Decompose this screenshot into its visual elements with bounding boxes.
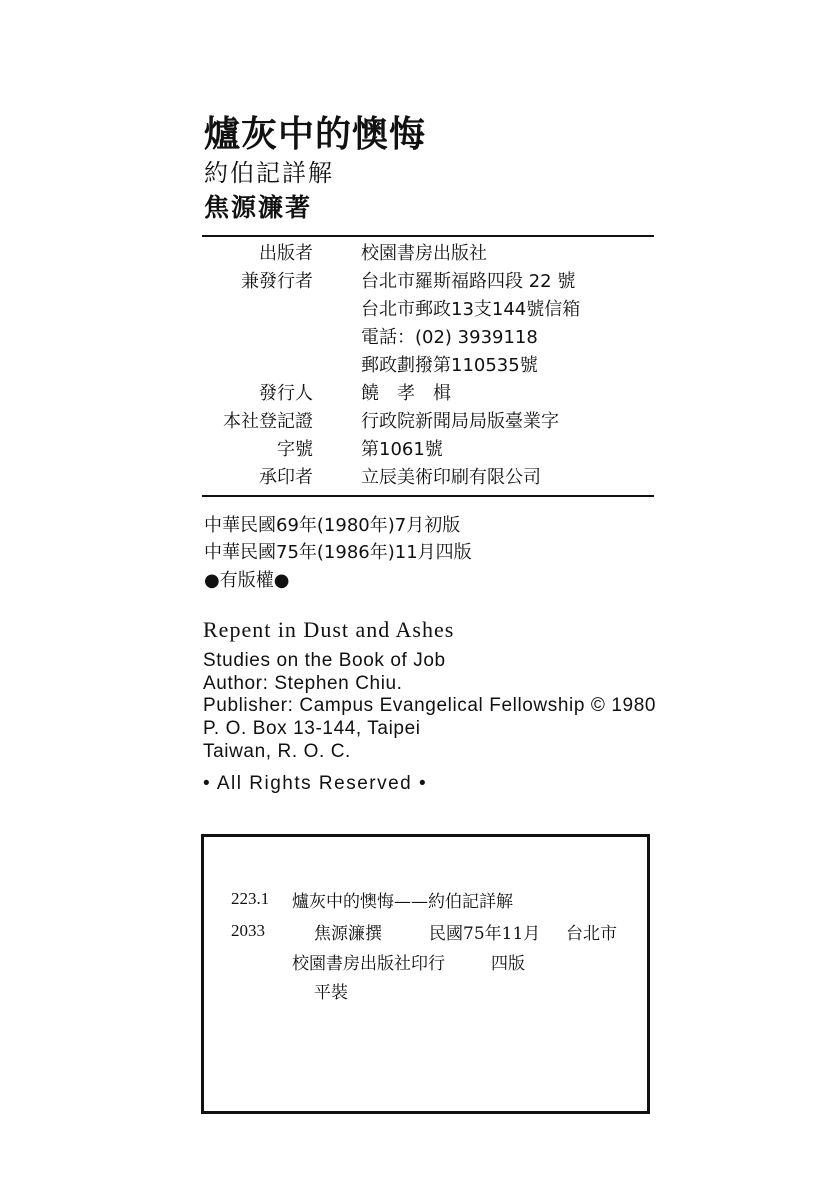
catalog-binding: 平裝 (314, 983, 348, 1003)
info-value: 電話：(02) 3939118 (361, 327, 538, 348)
english-line: P. O. Box 13-144, Taipei (203, 718, 421, 739)
english-line: Publisher: Campus Evangelical Fellowship © 1980 (203, 695, 657, 716)
all-rights-reserved: • All Rights Reserved • (203, 773, 428, 794)
top-rule (202, 235, 654, 237)
bottom-rule (202, 495, 654, 497)
catalog-edition: 四版 (491, 954, 525, 974)
info-value: 行政院新聞局局版臺業字 (361, 411, 559, 432)
catalog-class-number: 223.1 (231, 889, 270, 908)
copyright-notice: ●有版權● (204, 570, 290, 591)
info-label: 出版者 (259, 243, 313, 264)
edition-first: 中華民國69年(1980年)7月初版 (204, 515, 461, 536)
catalog-card (201, 834, 650, 1114)
info-label: 兼發行者 (241, 271, 313, 292)
book-title: 爐灰中的懊悔 (204, 114, 427, 155)
info-label: 本社登記證 (223, 411, 313, 432)
english-title: Repent in Dust and Ashes (203, 617, 455, 642)
catalog-author: 焦源濂撰 (314, 924, 382, 944)
info-value: 饒 孝 楫 (361, 383, 451, 404)
info-label: 發行人 (259, 383, 313, 404)
info-label: 字號 (277, 439, 313, 460)
info-value: 台北市郵政13支144號信箱 (361, 299, 581, 320)
info-value: 立辰美術印刷有限公司 (361, 467, 541, 488)
info-value: 校園書房出版社 (361, 243, 487, 264)
english-line: Author: Stephen Chiu. (203, 673, 403, 694)
english-line: Taiwan, R. O. C. (203, 741, 351, 762)
edition-fourth: 中華民國75年(1986年)11月四版 (204, 542, 472, 563)
info-label: 承印者 (259, 467, 313, 488)
catalog-title: 爐灰中的懊悔——約伯記詳解 (292, 892, 513, 912)
catalog-date: 民國75年11月 (429, 924, 541, 944)
english-line: Studies on the Book of Job (203, 650, 446, 671)
catalog-cutter-number: 2033 (231, 921, 265, 940)
book-author: 焦源濂著 (204, 193, 313, 222)
info-value: 第1061號 (361, 439, 443, 460)
info-value: 郵政劃撥第110535號 (361, 355, 538, 376)
catalog-publisher: 校園書房出版社印行 (292, 954, 445, 974)
info-value: 台北市羅斯福路四段 22 號 (361, 271, 576, 292)
catalog-place: 台北市 (566, 924, 617, 944)
book-subtitle: 約伯記詳解 (204, 159, 334, 187)
